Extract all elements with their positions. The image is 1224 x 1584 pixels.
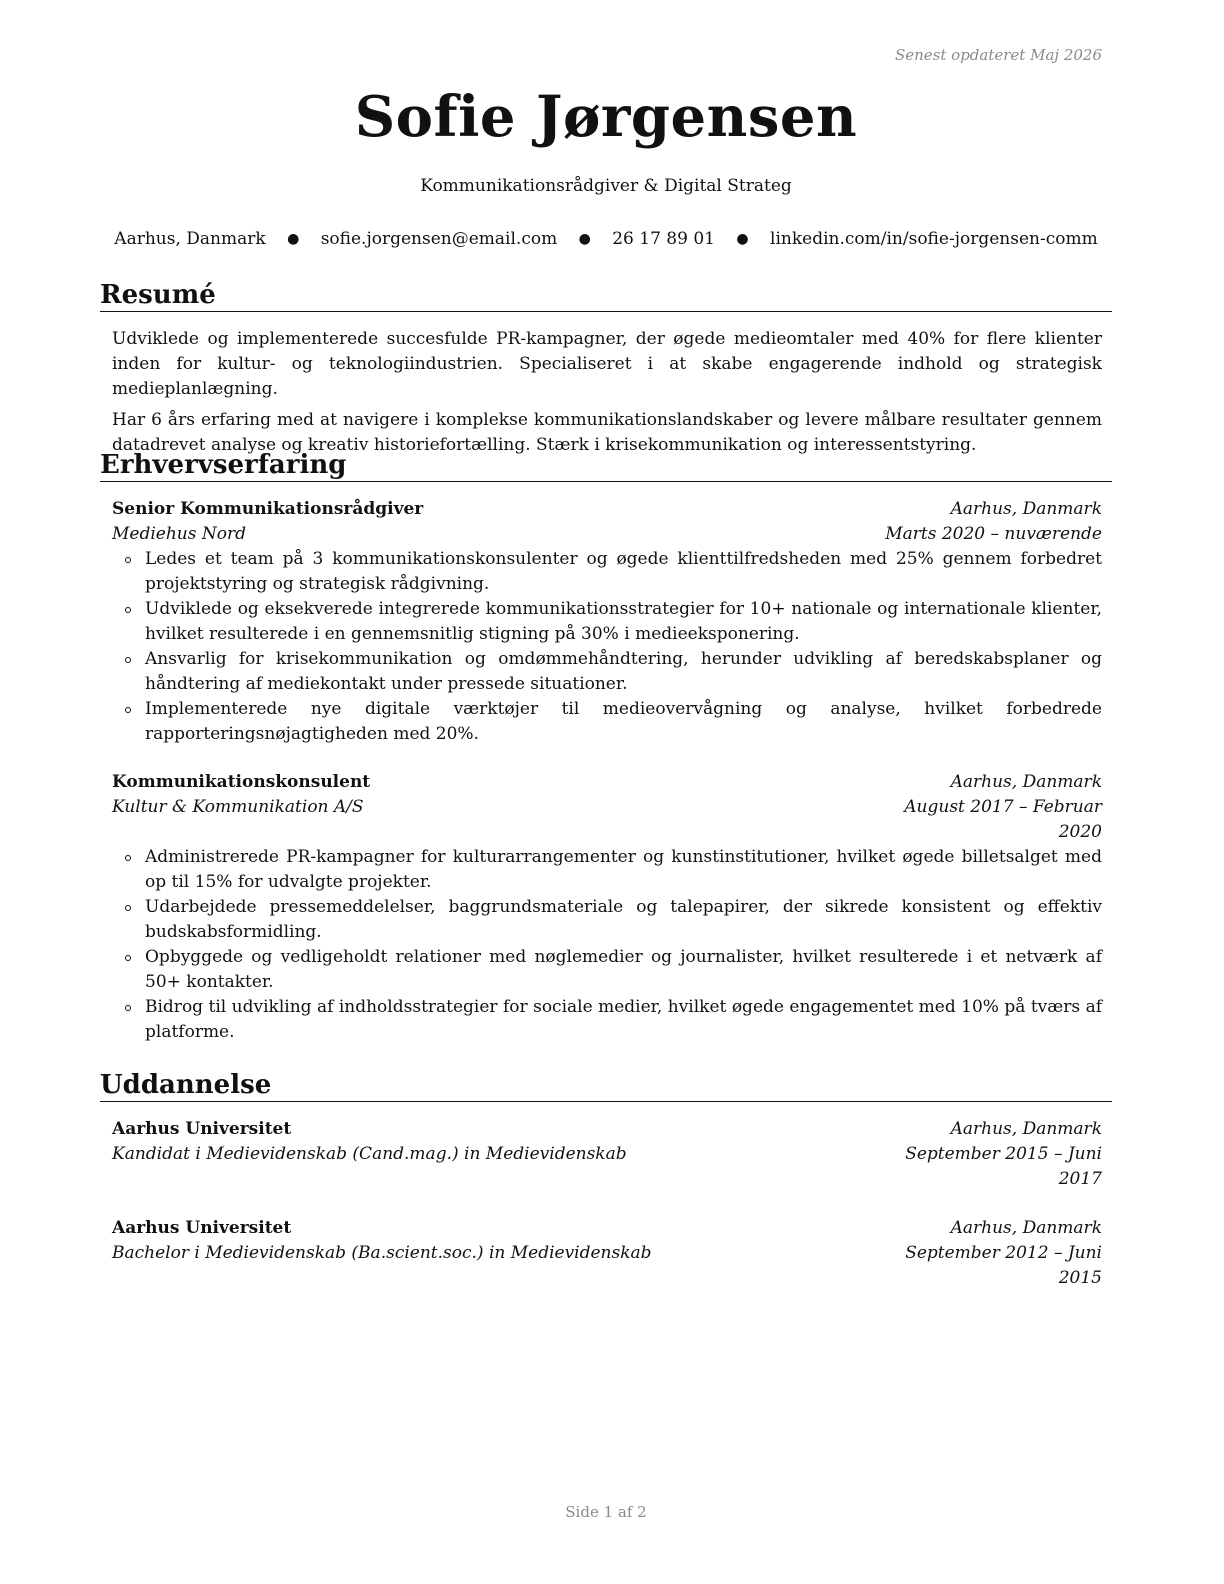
list-item: Ledes et team på 3 kommunikationskonsulenter og øgede klienttilfredsheden med 25% gennem forbedret projektstyring og strategisk rådgivning. (112, 547, 1102, 597)
section-title: Uddannelse (100, 1069, 1112, 1102)
separator-bullet-icon: ● (287, 231, 300, 247)
job-bullets (112, 845, 1102, 1045)
education-entry (112, 1216, 1102, 1291)
summary-paragraph: Har 6 års erfaring med at navigere i komplekse kommunikationslandskaber og levere målbare resultater gennem datadrevet analyse og kreativ historiefortælling. Stærk i krisekommunikation og interessentstyring. (112, 410, 1102, 455)
summary-paragraph: Udviklede og implementerede succesfulde PR-kampagner, der øgede medieomtaler med 40% for flere klienter inden for kultur- og teknologiindustrien. Specialiseret i at skabe engagerende indhold og strategisk medieplanlægning. (112, 329, 1102, 399)
school-name: Aarhus Universitet (112, 1119, 292, 1139)
candidate-name: Sofie Jørgensen (354, 84, 858, 150)
list-item: Udarbejdede pressemeddelelser, baggrundsmateriale og talepapirer, der sikrede konsistent og effektiv budskabsformidling. (112, 895, 1102, 945)
contact-phone: 26 17 89 01 (612, 229, 715, 249)
degree: Kandidat i Medievidenskab (Cand.mag.) in Medievidenskab (112, 1144, 627, 1164)
education-section (100, 1069, 1112, 1291)
section-title: Erhvervserfaring (100, 449, 1112, 482)
job-role: Senior Kommunikationsrådgiver (112, 499, 424, 519)
job-location: Aarhus, Danmark (950, 499, 1102, 519)
list-item: Administrerede PR-kampagner for kulturarrangementer og kunstinstitutioner, hvilket øgede billetsalget med op til 15% for udvalgte projekter. (112, 845, 1102, 895)
section-title: Resumé (100, 279, 1112, 312)
school-location: Aarhus, Danmark (950, 1218, 1102, 1238)
contact-linkedin[interactable]: linkedin.com/in/sofie-jorgensen-comm (770, 229, 1098, 249)
experience-section (100, 449, 1112, 1045)
job-dates: August 2017 – Februar 2020 (904, 797, 1102, 842)
list-item: Implementerede nye digitale værktøjer til medieovervågning og analyse, hvilket forbedrede rapporteringsnøjagtigheden med 20%. (112, 697, 1102, 747)
school-location: Aarhus, Danmark (950, 1119, 1102, 1139)
job-role: Kommunikationskonsulent (112, 772, 371, 792)
degree: Bachelor i Medievidenskab (Ba.scient.soc.) in Medievidenskab (112, 1243, 652, 1263)
page-number: Side 1 af 2 (565, 1503, 647, 1521)
last-updated: Senest opdateret Maj 2026 (894, 46, 1102, 64)
job-bullets (112, 547, 1102, 747)
job-company: Kultur & Kommunikation A/S (112, 797, 364, 817)
resume-page (100, 0, 1112, 1584)
education-entry (112, 1117, 1102, 1192)
job-entry (112, 497, 1102, 747)
job-location: Aarhus, Danmark (950, 772, 1102, 792)
job-dates: Marts 2020 – nuværende (885, 524, 1102, 544)
list-item: Bidrog til udvikling af indholdsstrategier for sociale medier, hvilket øgede engagementet med 10% på tværs af platforme. (112, 995, 1102, 1045)
summary-section (100, 279, 1112, 458)
contact-line (100, 229, 1112, 249)
school-name: Aarhus Universitet (112, 1218, 292, 1238)
contact-email[interactable]: sofie.jorgensen@email.com (320, 229, 558, 249)
headline: Kommunikationsrådgiver & Digital Strateg (420, 176, 792, 196)
list-item: Ansvarlig for krisekommunikation og omdømmehåndtering, herunder udvikling af beredskabsplaner og håndtering af mediekontakt under pressede situationer. (112, 647, 1102, 697)
education-dates: September 2012 – Juni 2015 (905, 1243, 1102, 1288)
job-entry (112, 770, 1102, 1045)
list-item: Udviklede og eksekverede integrerede kommunikationsstrategier for 10+ nationale og internationale klienter, hvilket resulterede i en gennemsnitlig stigning på 30% i medieeksponering. (112, 597, 1102, 647)
job-company: Mediehus Nord (112, 524, 246, 544)
list-item: Opbyggede og vedligeholdt relationer med nøglemedier og journalister, hvilket resulterede i et netværk af 50+ kontakter. (112, 945, 1102, 995)
education-dates: September 2015 – Juni 2017 (905, 1144, 1102, 1189)
contact-location: Aarhus, Danmark (114, 229, 266, 249)
separator-bullet-icon: ● (736, 231, 749, 247)
separator-bullet-icon: ● (578, 231, 591, 247)
